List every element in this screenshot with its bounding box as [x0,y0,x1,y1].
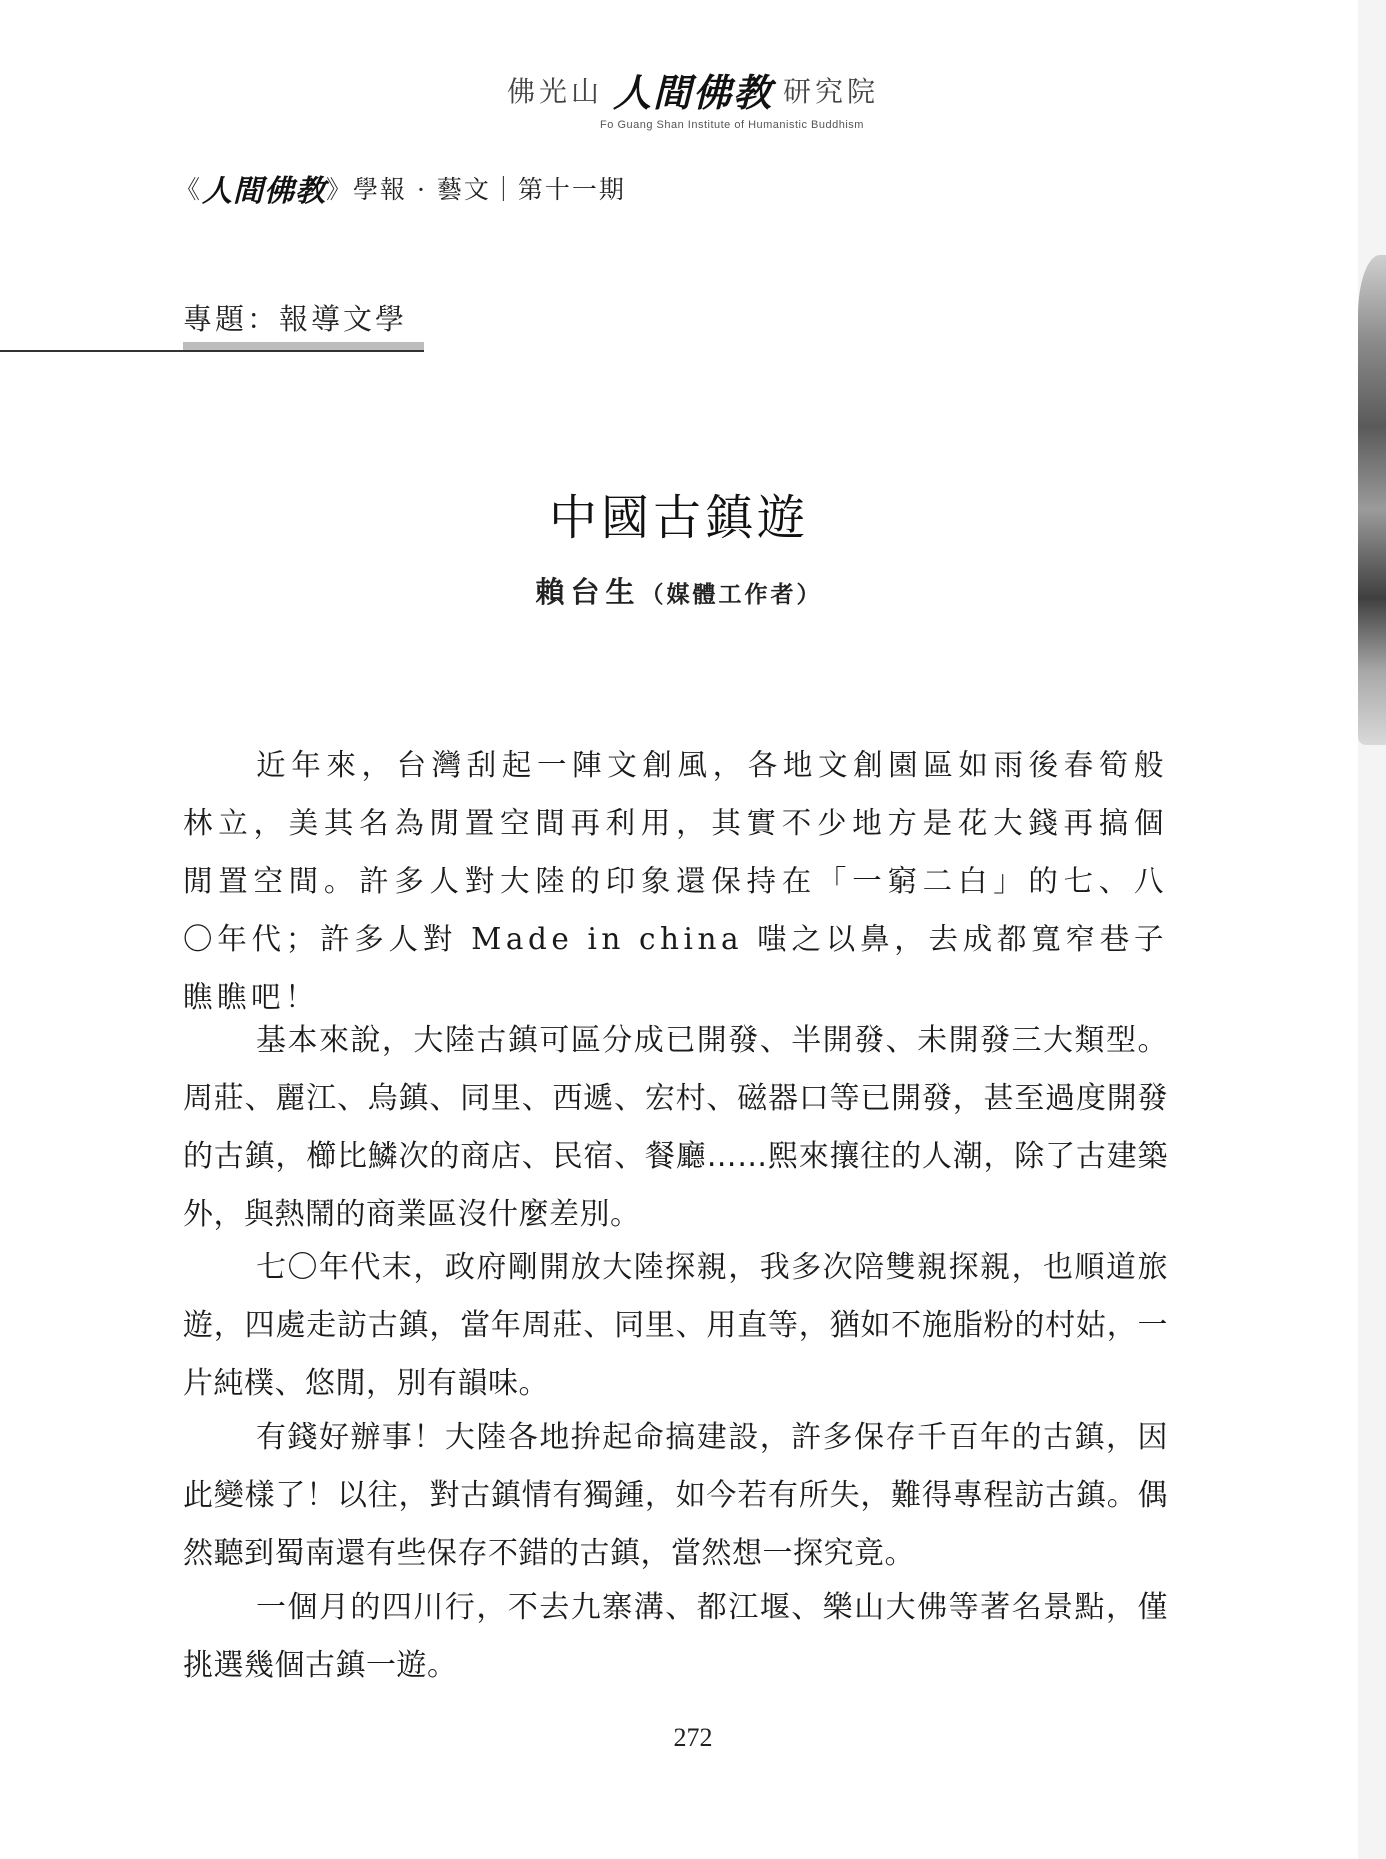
paragraph: 七〇年代末，政府剛開放大陸探親，我多次陪雙親探親，也順道旅遊，四處走訪古鎮，當年周莊、同里、用直等，猶如不施脂粉的村姑，一片純樸、悠閒，別有韻味。 [183,1250,1168,1401]
institute-suffix: 研究院 [783,74,880,108]
page-number: 272 [673,1723,713,1752]
paragraph: 基本來說，大陸古鎮可區分成已開發、半開發、未開發三大類型。周莊、麗江、烏鎮、同里、西遞、宏村、磁器口等已開發，甚至過度開發的古鎮，櫛比鱗次的商店、民宿、餐廳……熙來攘往的人潮，除了古建築外，與熱鬧的商業區沒什麼差別。 [183,1023,1168,1232]
paragraph: 近年來，台灣刮起一陣文創風，各地文創園區如雨後春筍般林立，美其名為閒置空間再利用，其實不少地方是花大錢再搞個閒置空間。許多人對大陸的印象還保持在「一窮二白」的七、八〇年代；許多人對 Made in china 嗤之以鼻，去成都寬窄巷子瞧瞧吧！ [183,748,1168,1014]
article-title: 中國古鎮遊 [548,490,809,546]
institute-name [507,62,879,117]
author-name: 賴台生 [535,575,641,609]
institute-name-en: Fo Guang Shan Institute of Humanistic Buddhism [600,119,864,131]
institute-prefix: 佛光山 [506,74,603,108]
section-underline [0,350,424,352]
edge-photo-strip [1358,255,1386,745]
journal-running-head [175,166,626,210]
section-label: 專題：報導文學 [183,302,408,336]
section-underline-accent [183,342,424,350]
journal-issue-text: 》學報 · 藝文｜第十一期 [326,175,626,204]
article-byline [0,570,1358,611]
author-role: （媒體工作者） [640,581,823,608]
institute-header [0,62,1386,131]
paragraph: 有錢好辦事！大陸各地拚起命搞建設，許多保存千百年的古鎮，因此變樣了！以往，對古鎮情有獨鍾，如今若有所失，難得專程訪古鎮。偶然聽到蜀南還有些保存不錯的古鎮，當然想一探究竟。 [183,1420,1168,1571]
paragraph: 一個月的四川行，不去九寨溝、都江堰、樂山大佛等著名景點，僅挑選幾個古鎮一遊。 [183,1590,1168,1683]
journal-brand-logo: 人間佛教 [202,174,327,209]
journal-open-bracket: 《 [175,175,203,204]
institute-brand-logo: 人間佛教 [612,71,773,115]
